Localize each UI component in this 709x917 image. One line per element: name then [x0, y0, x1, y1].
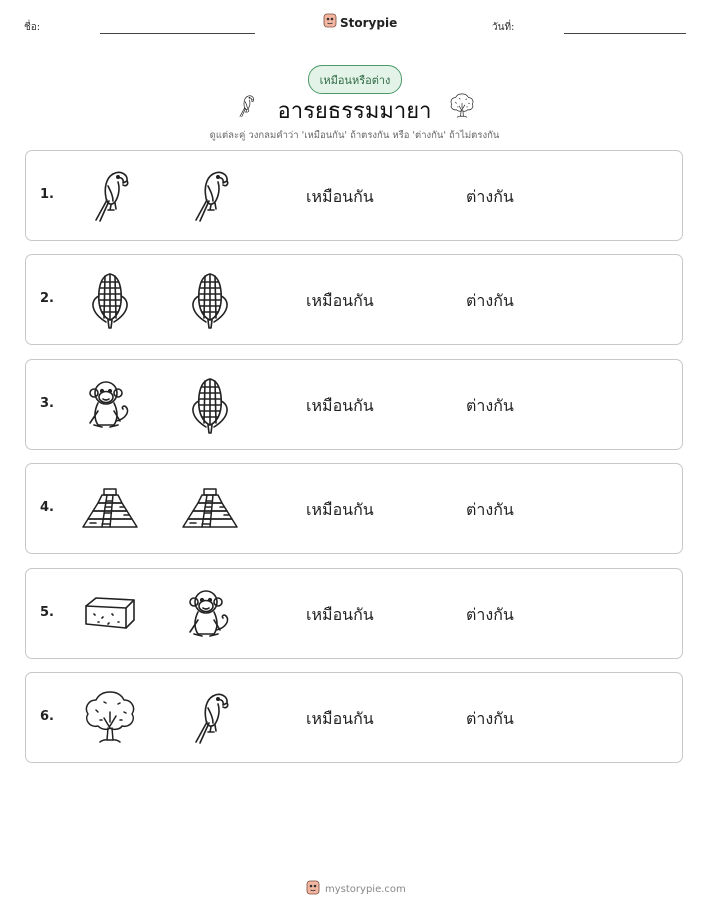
row-card — [25, 672, 683, 763]
pyramid-icon — [80, 479, 140, 539]
row-card — [25, 150, 683, 241]
row-card — [25, 254, 683, 345]
page-title: อารยธรรมมายา — [277, 99, 432, 124]
activity-badge: เหมือนหรือต่าง — [308, 65, 402, 94]
corn-icon — [180, 375, 240, 435]
row-number: 1. — [40, 187, 54, 202]
parrot-icon — [80, 166, 140, 226]
same-option[interactable]: เหมือนกัน — [306, 709, 374, 728]
name-label: ชื่อ: — [24, 22, 41, 33]
footer — [306, 880, 406, 898]
tree-icon — [448, 90, 476, 126]
brand-logo — [323, 13, 397, 32]
row-number: 5. — [40, 605, 54, 620]
date-label: วันที่: — [492, 22, 515, 33]
row-card — [25, 568, 683, 659]
same-option[interactable]: เหมือนกัน — [306, 396, 374, 415]
different-option[interactable]: ต่างกัน — [466, 605, 514, 624]
row-number: 4. — [40, 500, 54, 515]
name-field-line[interactable] — [100, 33, 255, 34]
different-option[interactable]: ต่างกัน — [466, 709, 514, 728]
same-option[interactable]: เหมือนกัน — [306, 605, 374, 624]
different-option[interactable]: ต่างกัน — [466, 396, 514, 415]
pyramid-icon — [180, 479, 240, 539]
row-number: 3. — [40, 396, 54, 411]
different-option[interactable]: ต่างกัน — [466, 187, 514, 206]
corn-icon — [80, 270, 140, 330]
parrot-icon — [180, 688, 240, 748]
monkey-icon — [80, 375, 140, 435]
stone-block-icon — [80, 584, 140, 644]
instructions: ดูแต่ละคู่ วงกลมคำว่า 'เหมือนกัน' ถ้าตรงกัน หรือ 'ต่างกัน' ถ้าไม่ตรงกัน — [209, 130, 500, 141]
footer-url[interactable]: mystorypie.com — [325, 883, 406, 895]
monkey-icon — [180, 584, 240, 644]
same-option[interactable]: เหมือนกัน — [306, 500, 374, 519]
same-option[interactable]: เหมือนกัน — [306, 291, 374, 310]
date-field-line[interactable] — [564, 33, 686, 34]
different-option[interactable]: ต่างกัน — [466, 500, 514, 519]
row-card — [25, 463, 683, 554]
row-number: 2. — [40, 291, 54, 306]
row-number: 6. — [40, 709, 54, 724]
row-card — [25, 359, 683, 450]
brand-name: Storypie — [340, 15, 398, 30]
storypie-mascot-icon — [323, 13, 337, 32]
storypie-mascot-icon — [306, 880, 320, 898]
same-option[interactable]: เหมือนกัน — [306, 187, 374, 206]
parrot-icon — [180, 166, 240, 226]
tree-icon — [80, 688, 140, 748]
corn-icon — [180, 270, 240, 330]
different-option[interactable]: ต่างกัน — [466, 291, 514, 310]
